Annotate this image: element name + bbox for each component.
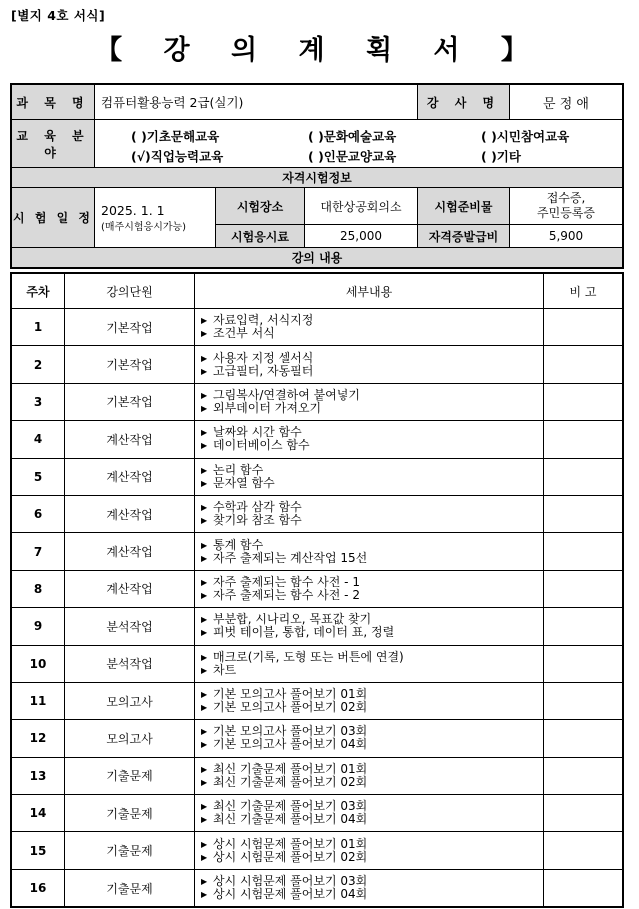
- detail-text: 자주 출제되는 함수 사전 - 1: [213, 574, 360, 589]
- triangle-right-icon: ▶: [201, 577, 208, 587]
- detail-text: 자주 출제되는 계산작업 15선: [213, 550, 368, 565]
- detail-text: 자료입력, 서식지정: [213, 313, 314, 328]
- triangle-right-icon: ▶: [201, 777, 208, 787]
- triangle-right-icon: ▶: [201, 665, 208, 675]
- lecture-unit: 기출문제: [65, 795, 195, 832]
- triangle-right-icon: ▶: [201, 815, 208, 825]
- option-other[interactable]: ( )기타: [481, 148, 521, 164]
- triangle-right-icon: ▶: [201, 403, 208, 413]
- week-number: 5: [12, 458, 65, 495]
- exam-prep-label: 시험준비물: [418, 188, 510, 225]
- detail-text: 사용자 지정 셀서식: [213, 350, 314, 365]
- exam-date-label: 시 험 일 정: [12, 188, 95, 248]
- detail-content: [195, 533, 544, 570]
- triangle-right-icon: ▶: [201, 478, 208, 488]
- info-table: [11, 84, 623, 268]
- detail-line: [201, 402, 543, 415]
- cert-fee-label: 자격증발급비: [418, 225, 510, 248]
- lecture-unit: 계산작업: [65, 495, 195, 532]
- page-title: 【 강 의 계 획 서 】: [95, 35, 544, 66]
- col-detail-header: 세부내용: [195, 274, 544, 309]
- lecture-unit: 계산작업: [65, 421, 195, 458]
- detail-text: 상시 시험문제 풀어보기 03회: [213, 874, 368, 889]
- detail-text: 매크로(기록, 도형 또는 버튼에 연결): [213, 649, 404, 664]
- detail-line: [201, 589, 543, 602]
- detail-text: 날짜와 시간 함수: [213, 425, 302, 440]
- week-number: 1: [12, 309, 65, 346]
- detail-text: 최신 기출문제 풀어보기 03회: [213, 799, 368, 814]
- detail-line: [201, 365, 543, 378]
- instructor-label: 강 사 명: [418, 85, 510, 120]
- exam-date-note: (매주시험응시가능): [101, 221, 187, 233]
- triangle-right-icon: ▶: [201, 764, 208, 774]
- detail-text: 부분합, 시나리오, 목표값 찾기: [213, 612, 372, 627]
- table-row: [12, 832, 623, 869]
- detail-text: 고급필터, 자동필터: [213, 363, 314, 378]
- instructor-value: 문 정 애: [510, 85, 623, 120]
- edu-field-label: 교 육 분 야: [12, 120, 95, 168]
- week-number: 3: [12, 383, 65, 420]
- triangle-right-icon: ▶: [201, 465, 208, 475]
- detail-text: 기본 모의고사 풀어보기 04회: [213, 737, 368, 752]
- detail-content: [195, 757, 544, 794]
- triangle-right-icon: ▶: [201, 890, 208, 900]
- week-number: 7: [12, 533, 65, 570]
- triangle-right-icon: ▶: [201, 652, 208, 662]
- table-row: [12, 495, 623, 532]
- col-unit-header: 강의단원: [65, 274, 195, 309]
- detail-text: 수학과 삼각 함수: [213, 500, 302, 515]
- table-row: [12, 757, 623, 794]
- week-number: 8: [12, 570, 65, 607]
- detail-content: [195, 570, 544, 607]
- week-number: 2: [12, 346, 65, 383]
- lecture-unit: 계산작업: [65, 570, 195, 607]
- triangle-right-icon: ▶: [201, 615, 208, 625]
- note-cell: [544, 795, 623, 832]
- detail-content: [195, 421, 544, 458]
- week-number: 4: [12, 421, 65, 458]
- exam-prep-line1: 접수증,: [546, 191, 586, 205]
- exam-prep-value: [510, 188, 623, 225]
- triangle-right-icon: ▶: [201, 540, 208, 550]
- note-cell: [544, 720, 623, 757]
- form-number: [별지 4호 서식]: [11, 8, 106, 23]
- triangle-right-icon: ▶: [201, 316, 208, 326]
- triangle-right-icon: ▶: [201, 553, 208, 563]
- triangle-right-icon: ▶: [201, 366, 208, 376]
- exam-place-label: 시험장소: [216, 188, 305, 225]
- lecture-unit: 분석작업: [65, 608, 195, 645]
- triangle-right-icon: ▶: [201, 353, 208, 363]
- lecture-unit: 계산작업: [65, 533, 195, 570]
- week-number: 14: [12, 795, 65, 832]
- week-number: 9: [12, 608, 65, 645]
- table-row: [12, 869, 623, 906]
- detail-text: 조건부 서식: [213, 326, 275, 341]
- triangle-right-icon: ▶: [201, 740, 208, 750]
- week-number: 11: [12, 682, 65, 719]
- lecture-unit: 분석작업: [65, 645, 195, 682]
- detail-content: [195, 458, 544, 495]
- triangle-right-icon: ▶: [201, 590, 208, 600]
- detail-text: 피벗 테이블, 통합, 데이터 표, 정렬: [213, 625, 395, 640]
- detail-content: [195, 720, 544, 757]
- detail-line: [201, 888, 543, 901]
- detail-text: 찾기와 참조 함수: [213, 513, 302, 528]
- note-cell: [544, 458, 623, 495]
- detail-text: 최신 기출문제 풀어보기 01회: [213, 761, 368, 776]
- table-row: [12, 720, 623, 757]
- triangle-right-icon: ▶: [201, 390, 208, 400]
- week-number: 16: [12, 869, 65, 906]
- lecture-unit: 기출문제: [65, 832, 195, 869]
- detail-text: 최신 기출문제 풀어보기 04회: [213, 812, 368, 827]
- table-row: [12, 309, 623, 346]
- detail-line: [201, 477, 543, 490]
- detail-text: 상시 시험문제 풀어보기 04회: [213, 887, 368, 902]
- col-week-header: 주차: [12, 274, 65, 309]
- week-number: 12: [12, 720, 65, 757]
- subject-value: 컴퓨터활용능력 2급(실기): [95, 85, 418, 120]
- triangle-right-icon: ▶: [201, 703, 208, 713]
- detail-line: [201, 738, 543, 751]
- week-number: 10: [12, 645, 65, 682]
- note-cell: [544, 309, 623, 346]
- detail-text: 기본 모의고사 풀어보기 01회: [213, 687, 368, 702]
- note-cell: [544, 869, 623, 906]
- exam-date-value: 2025. 1. 1: [101, 202, 165, 218]
- subject-label: 과 목 명: [12, 85, 95, 120]
- triangle-right-icon: ▶: [201, 877, 208, 887]
- detail-content: [195, 832, 544, 869]
- exam-fee-label: 시험응시료: [216, 225, 305, 248]
- detail-line: [201, 813, 543, 826]
- schedule-body: [12, 309, 623, 907]
- detail-content: [195, 309, 544, 346]
- detail-text: 외부데이터 가져오기: [213, 400, 322, 415]
- detail-content: [195, 795, 544, 832]
- note-cell: [544, 421, 623, 458]
- detail-text: 논리 함수: [213, 462, 264, 477]
- detail-line: [201, 552, 543, 565]
- option-basic-literacy[interactable]: ( )기초문해교육: [131, 128, 220, 144]
- exam-place-value: 대한상공회의소: [305, 188, 418, 225]
- detail-text: 자주 출제되는 함수 사전 - 2: [213, 587, 360, 602]
- triangle-right-icon: ▶: [201, 428, 208, 438]
- detail-text: 통계 함수: [213, 537, 264, 552]
- detail-content: [195, 608, 544, 645]
- detail-text: 최신 기출문제 풀어보기 02회: [213, 774, 368, 789]
- triangle-right-icon: ▶: [201, 516, 208, 526]
- table-row: [12, 346, 623, 383]
- triangle-right-icon: ▶: [201, 852, 208, 862]
- note-cell: [544, 832, 623, 869]
- week-number: 15: [12, 832, 65, 869]
- exam-date-cell: [95, 188, 216, 248]
- note-cell: [544, 533, 623, 570]
- note-cell: [544, 608, 623, 645]
- detail-text: 차트: [213, 662, 237, 677]
- detail-content: [195, 383, 544, 420]
- table-row: [12, 533, 623, 570]
- triangle-right-icon: ▶: [201, 628, 208, 638]
- triangle-right-icon: ▶: [201, 503, 208, 513]
- detail-text: 기본 모의고사 풀어보기 03회: [213, 724, 368, 739]
- note-cell: [544, 346, 623, 383]
- detail-line: [201, 651, 543, 664]
- lecture-unit: 기출문제: [65, 757, 195, 794]
- lecture-unit: 모의고사: [65, 720, 195, 757]
- table-row: [12, 458, 623, 495]
- schedule-table: [11, 273, 623, 907]
- detail-content: [195, 682, 544, 719]
- content-header: 강의 내용: [12, 248, 623, 268]
- detail-line: [201, 626, 543, 639]
- note-cell: [544, 645, 623, 682]
- note-cell: [544, 682, 623, 719]
- table-row: [12, 608, 623, 645]
- detail-text: 그림복사/연결하여 붙여넣기: [213, 387, 360, 402]
- week-number: 6: [12, 495, 65, 532]
- detail-line: [201, 701, 543, 714]
- table-row: [12, 795, 623, 832]
- week-number: 13: [12, 757, 65, 794]
- col-note-header: 비 고: [544, 274, 623, 309]
- triangle-right-icon: ▶: [201, 329, 208, 339]
- lecture-unit: 기본작업: [65, 346, 195, 383]
- detail-content: [195, 495, 544, 532]
- table-row: [12, 421, 623, 458]
- cert-fee-value: 5,900: [510, 225, 623, 248]
- detail-text: 문자열 함수: [213, 475, 275, 490]
- option-vocational[interactable]: (√)직업능력교육: [131, 148, 224, 164]
- option-culture-arts[interactable]: ( )문화예술교육: [308, 128, 397, 144]
- table-row: [12, 570, 623, 607]
- table-row: [12, 682, 623, 719]
- detail-content: [195, 869, 544, 906]
- triangle-right-icon: ▶: [201, 839, 208, 849]
- exam-prep-line2: 주민등록증: [537, 206, 595, 220]
- table-row: [12, 645, 623, 682]
- exam-fee-value: 25,000: [305, 225, 418, 248]
- detail-content: [195, 346, 544, 383]
- option-humanities[interactable]: ( )인문교양교육: [308, 148, 397, 164]
- lecture-unit: 모의고사: [65, 682, 195, 719]
- triangle-right-icon: ▶: [201, 727, 208, 737]
- detail-line: [201, 439, 543, 452]
- lecture-unit: 계산작업: [65, 458, 195, 495]
- edu-field-options: [95, 120, 623, 168]
- detail-text: 기본 모의고사 풀어보기 02회: [213, 700, 368, 715]
- note-cell: [544, 495, 623, 532]
- option-civic-participation[interactable]: ( )시민참여교육: [481, 128, 570, 144]
- cert-info-header: 자격시험정보: [12, 168, 623, 188]
- note-cell: [544, 757, 623, 794]
- detail-line: [201, 851, 543, 864]
- triangle-right-icon: ▶: [201, 802, 208, 812]
- triangle-right-icon: ▶: [201, 441, 208, 451]
- lecture-unit: 기출문제: [65, 869, 195, 906]
- detail-text: 상시 시험문제 풀어보기 02회: [213, 849, 368, 864]
- lecture-unit: 기본작업: [65, 309, 195, 346]
- detail-line: [201, 327, 543, 340]
- detail-line: [201, 664, 543, 677]
- note-cell: [544, 570, 623, 607]
- detail-text: 데이터베이스 함수: [213, 438, 310, 453]
- detail-content: [195, 645, 544, 682]
- table-row: [12, 383, 623, 420]
- detail-line: [201, 514, 543, 527]
- detail-text: 상시 시험문제 풀어보기 01회: [213, 836, 368, 851]
- detail-line: [201, 776, 543, 789]
- lecture-unit: 기본작업: [65, 383, 195, 420]
- triangle-right-icon: ▶: [201, 690, 208, 700]
- note-cell: [544, 383, 623, 420]
